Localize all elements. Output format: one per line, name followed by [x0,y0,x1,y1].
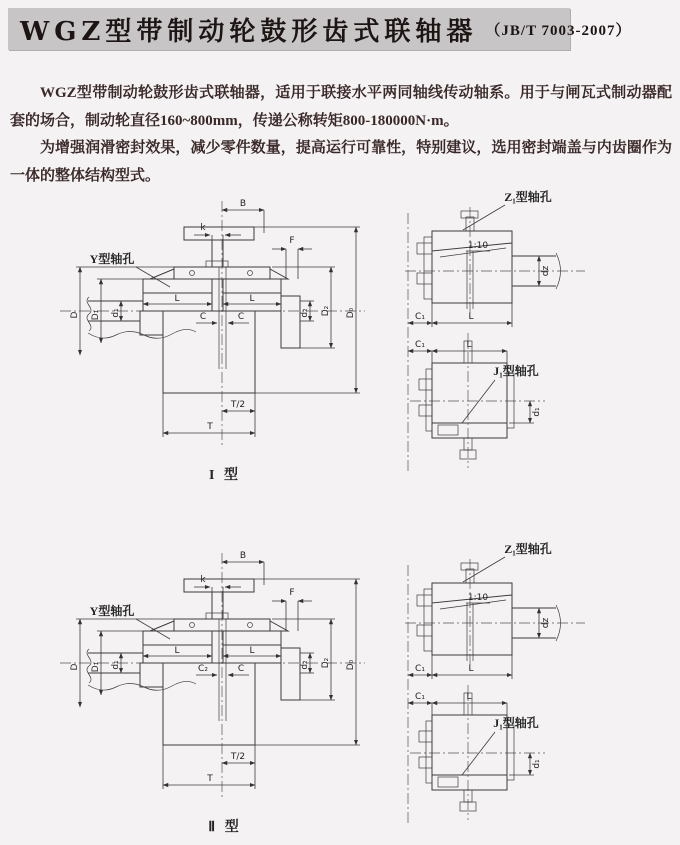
dim-label-c1: C₁ [415,340,425,350]
dim-label-c-right: C [237,312,245,322]
main-drawing [60,199,365,483]
figure-type-2 [0,535,680,845]
dim-label-c1: C₁ [415,312,425,322]
label-j-hole: J₁型轴孔 [493,364,539,378]
dim-label-d0-cap: D₀ [346,307,356,319]
dim-label-c-left: C [199,312,207,322]
brake-wheel-rim [184,579,254,592]
figure-caption: I 型 [209,468,241,483]
dim-label-d0-cap: D₀ [346,659,356,671]
dim-label-c1: C₁ [415,664,425,674]
label-z-hole: Z₁型轴孔 [504,190,552,204]
dim-label-d2-cap: D₂ [321,657,331,669]
dim-label-c-left: C₂ [198,664,208,674]
dim-label-l: L [466,692,472,702]
dim-label-f: F [289,588,295,598]
dim-label-d1-small: d₁ [111,308,121,318]
dim-label-d2-small: d₂ [300,308,310,318]
gear-ring-right [223,279,281,293]
dim-label-d2-small: d₂ [300,660,310,670]
dim-label-l: L [468,312,474,322]
dim-label-l-left: L [174,646,180,656]
right-step [281,296,300,348]
dim-label-l-left: L [174,294,180,304]
gear-ring-left [143,279,212,293]
dim-label-t-half: T/2 [230,400,246,410]
dim-label-c1: C₁ [415,692,425,702]
gear-ring-left [143,631,212,645]
dim-label-dz: dz [541,265,551,277]
dim-label-d1-small: d₁ [532,759,542,769]
intro-paragraph-1: WGZ型带制动轮鼓形齿式联轴器，适用于联接水平两同轴线传动轴系。用于与闸瓦式制动器配套的场合，制动轮直径160~800mm，传递公称转矩800-180000N·m。 [10,85,672,129]
dim-label-d-cap: D [70,663,80,671]
label-j-hole: J₁型轴孔 [493,716,539,730]
detail-j-hole [408,333,545,468]
dim-label-dz: dz [541,617,551,629]
dim-label-d2-cap: D₂ [321,305,331,317]
intro-text [10,80,672,190]
main-drawing [60,551,365,835]
dim-label-c-right: C [237,664,245,674]
label-y-hole: Y型轴孔 [89,252,135,266]
dim-label-d1-cap: D₁ [91,309,101,321]
right-step [281,648,300,700]
gear-ring-right [223,631,281,645]
dim-label-l: L [468,664,474,674]
dim-label-d-cap: D [70,311,80,319]
intro-paragraph-2: 为增强润滑密封效果，减少零件数量，提高运行可靠性，特别建议，选用密封端盖与内齿圈作为一体的整体结构型式。 [10,140,672,184]
dim-label-t-half: T/2 [230,752,246,762]
figure-type-1 [0,183,680,498]
dim-label-k: k [200,223,206,233]
figure-caption: Ⅱ 型 [208,820,242,835]
page-title: WGZ型带制动轮鼓形齿式联轴器 [20,16,478,47]
dim-label-d1-small: d₁ [532,407,542,417]
break-line [88,329,196,338]
dim-label-b: B [239,551,247,561]
brake-wheel-web [212,240,223,267]
dim-label-d1-small: d₁ [111,660,121,670]
dim-label-b: B [239,199,247,209]
detail-j-hole [408,685,545,820]
dim-label-f: F [289,236,295,246]
dim-label-t: T [207,422,213,432]
dim-label-d1-cap: D₁ [91,661,101,673]
taper-label: 1:10 [467,241,489,251]
label-y-hole: Y型轴孔 [89,604,135,618]
title-bar [8,8,632,50]
label-z-hole: Z₁型轴孔 [504,542,552,556]
dim-label-l: L [466,340,472,350]
dim-label-l-right: L [249,294,255,304]
taper-label: 1:10 [467,593,489,603]
dim-label-t: T [207,774,213,784]
break-line [88,681,196,690]
dim-label-k: k [200,575,206,585]
brake-wheel-web [212,592,223,619]
standard-number: （JB/T 7003-2007） [485,22,632,39]
brake-wheel-rim [184,227,254,240]
dim-label-l-right: L [249,646,255,656]
